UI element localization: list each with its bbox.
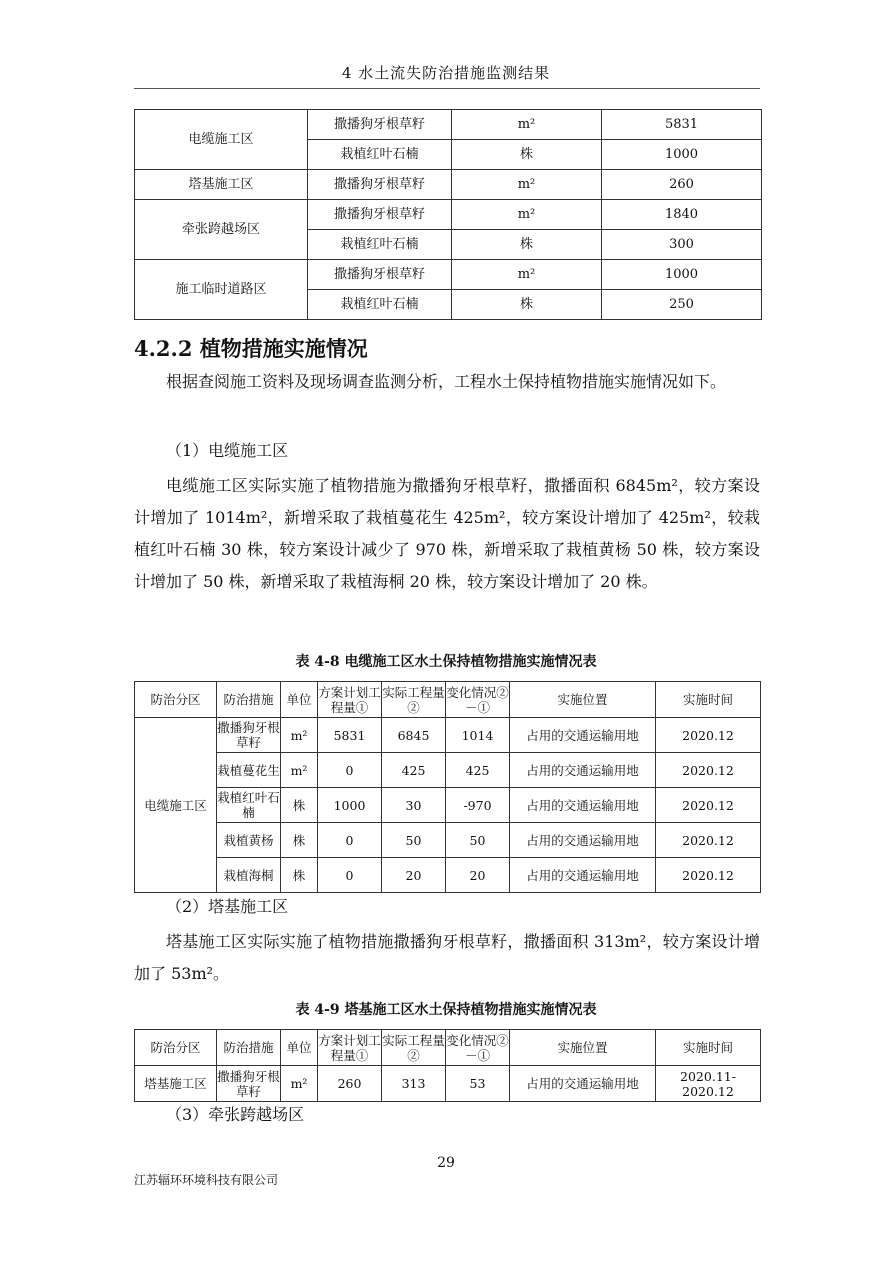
unit-cell: m² (452, 260, 602, 290)
table-row (135, 110, 762, 140)
table-row (135, 823, 761, 858)
actual-cell: 30 (382, 788, 446, 823)
header-plan: 方案计划工程量① (318, 682, 382, 718)
cable-area-paragraph: 电缆施工区实际实施了植物措施为撒播狗牙根草籽，撒播面积 6845m²，较方案设计增加了 1014m²，新增采取了栽植蔓花生 425m²，较方案设计增加了 425m²，较栽植红叶石楠 30 株，较方案设计减少了 970 株，新增采取了栽植黄杨 50 株，较方案设计增加了 50 株，新增采取了栽植海桐 20 株，较方案设计增加了 20 株。 (134, 476, 760, 591)
subheading-tower-area: （2）塔基施工区 (166, 897, 289, 916)
plan-cell: 0 (318, 823, 382, 858)
change-cell: 425 (446, 753, 510, 788)
table-row (135, 260, 762, 290)
table-4-8-caption: 表 4-8 电缆施工区水土保持植物措施实施情况表 (295, 654, 597, 670)
zone-cell: 施工临时道路区 (135, 260, 308, 320)
measure-cell: 栽植红叶石楠 (308, 140, 452, 170)
time-cell: 2020.12 (656, 858, 761, 893)
measure-cell: 栽植黄杨 (217, 823, 281, 858)
table-header-row (135, 1030, 761, 1066)
actual-cell: 313 (382, 1066, 446, 1102)
value-cell: 260 (602, 170, 762, 200)
table-header-row (135, 682, 761, 718)
zone-cell: 塔基施工区 (135, 1066, 217, 1102)
header-rule (134, 88, 760, 89)
zone-cell: 牵张跨越场区 (135, 200, 308, 260)
unit-cell: m² (452, 200, 602, 230)
zone-cell: 电缆施工区 (135, 110, 308, 170)
table-4-9 (134, 1029, 761, 1102)
table-row (135, 788, 761, 823)
measure-cell: 栽植蔓花生 (217, 753, 281, 788)
value-cell: 1000 (602, 140, 762, 170)
plan-cell: 1000 (318, 788, 382, 823)
header-actual: 实际工程量② (382, 1030, 446, 1066)
tower-area-paragraph: 塔基施工区实际实施了植物措施撒播狗牙根草籽，撒播面积 313m²，较方案设计增加了 53m²。 (134, 932, 760, 983)
measure-cell: 栽植红叶石楠 (217, 788, 281, 823)
unit-cell: m² (452, 110, 602, 140)
header-time: 实施时间 (656, 1030, 761, 1066)
unit-cell: m² (281, 718, 318, 753)
plan-cell: 5831 (318, 718, 382, 753)
time-cell: 2020.12 (656, 788, 761, 823)
page-number: 29 (437, 1155, 455, 1171)
time-cell: 2020.12 (656, 823, 761, 858)
location-cell: 占用的交通运输用地 (510, 858, 656, 893)
location-cell: 占用的交通运输用地 (510, 753, 656, 788)
header-measure: 防治措施 (217, 682, 281, 718)
intro-paragraph: 根据查阅施工资料及现场调查监测分析，工程水土保持植物措施实施情况如下。 (166, 372, 727, 391)
measure-cell: 栽植海桐 (217, 858, 281, 893)
table-row (135, 858, 761, 893)
value-cell: 1840 (602, 200, 762, 230)
unit-cell: 株 (281, 858, 318, 893)
actual-cell: 6845 (382, 718, 446, 753)
table-row (135, 170, 762, 200)
header-change: 变化情况②－① (446, 682, 510, 718)
table-4-8 (134, 681, 761, 893)
unit-cell: m² (452, 170, 602, 200)
unit-cell: m² (281, 753, 318, 788)
table-row (135, 718, 761, 753)
header-measure: 防治措施 (217, 1030, 281, 1066)
header-change: 变化情况②－① (446, 1030, 510, 1066)
table-row (135, 1066, 761, 1102)
header-unit: 单位 (281, 682, 318, 718)
value-cell: 250 (602, 290, 762, 320)
time-cell: 2020.12 (656, 753, 761, 788)
header-time: 实施时间 (656, 682, 761, 718)
company-name: 江苏辐环环境科技有限公司 (134, 1173, 279, 1187)
header-location: 实施位置 (510, 682, 656, 718)
change-cell: 53 (446, 1066, 510, 1102)
header-zone: 防治分区 (135, 682, 217, 718)
time-cell: 2020.12 (656, 718, 761, 753)
unit-cell: 株 (281, 788, 318, 823)
measure-cell: 栽植红叶石楠 (308, 230, 452, 260)
measure-cell: 撒播狗牙根草籽 (308, 200, 452, 230)
measure-cell: 撒播狗牙根草籽 (308, 110, 452, 140)
page-header-title: 4 水土流失防治措施监测结果 (341, 64, 551, 82)
measure-cell: 撒播狗牙根草籽 (308, 170, 452, 200)
unit-cell: 株 (452, 140, 602, 170)
header-plan: 方案计划工程量① (318, 1030, 382, 1066)
unit-cell: 株 (281, 823, 318, 858)
unit-cell: 株 (452, 290, 602, 320)
actual-cell: 425 (382, 753, 446, 788)
location-cell: 占用的交通运输用地 (510, 788, 656, 823)
subheading-cable-area: （1）电缆施工区 (166, 441, 289, 460)
unit-cell: 株 (452, 230, 602, 260)
section-heading: 4.2.2 植物措施实施情况 (134, 336, 368, 361)
value-cell: 300 (602, 230, 762, 260)
header-unit: 单位 (281, 1030, 318, 1066)
header-zone: 防治分区 (135, 1030, 217, 1066)
unit-cell: m² (281, 1066, 318, 1102)
change-cell: 20 (446, 858, 510, 893)
subheading-stringing-area: （3）牵张跨越场区 (166, 1105, 305, 1124)
zone-cell: 电缆施工区 (135, 718, 217, 893)
table-4-9-caption: 表 4-9 塔基施工区水土保持植物措施实施情况表 (295, 1002, 597, 1018)
location-cell: 占用的交通运输用地 (510, 823, 656, 858)
measure-cell: 栽植红叶石楠 (308, 290, 452, 320)
zone-cell: 塔基施工区 (135, 170, 308, 200)
measure-cell: 撒播狗牙根草籽 (308, 260, 452, 290)
header-location: 实施位置 (510, 1030, 656, 1066)
location-cell: 占用的交通运输用地 (510, 1066, 656, 1102)
actual-cell: 50 (382, 823, 446, 858)
actual-cell: 20 (382, 858, 446, 893)
value-cell: 5831 (602, 110, 762, 140)
location-cell: 占用的交通运输用地 (510, 718, 656, 753)
plan-cell: 260 (318, 1066, 382, 1102)
change-cell: 50 (446, 823, 510, 858)
table-row (135, 200, 762, 230)
plan-cell: 0 (318, 858, 382, 893)
time-cell: 2020.11-2020.12 (656, 1066, 761, 1102)
measure-cell: 撒播狗牙根草籽 (217, 1066, 281, 1102)
continued-table (134, 109, 762, 320)
header-actual: 实际工程量② (382, 682, 446, 718)
value-cell: 1000 (602, 260, 762, 290)
table-row (135, 753, 761, 788)
change-cell: -970 (446, 788, 510, 823)
measure-cell: 撒播狗牙根草籽 (217, 718, 281, 753)
change-cell: 1014 (446, 718, 510, 753)
plan-cell: 0 (318, 753, 382, 788)
